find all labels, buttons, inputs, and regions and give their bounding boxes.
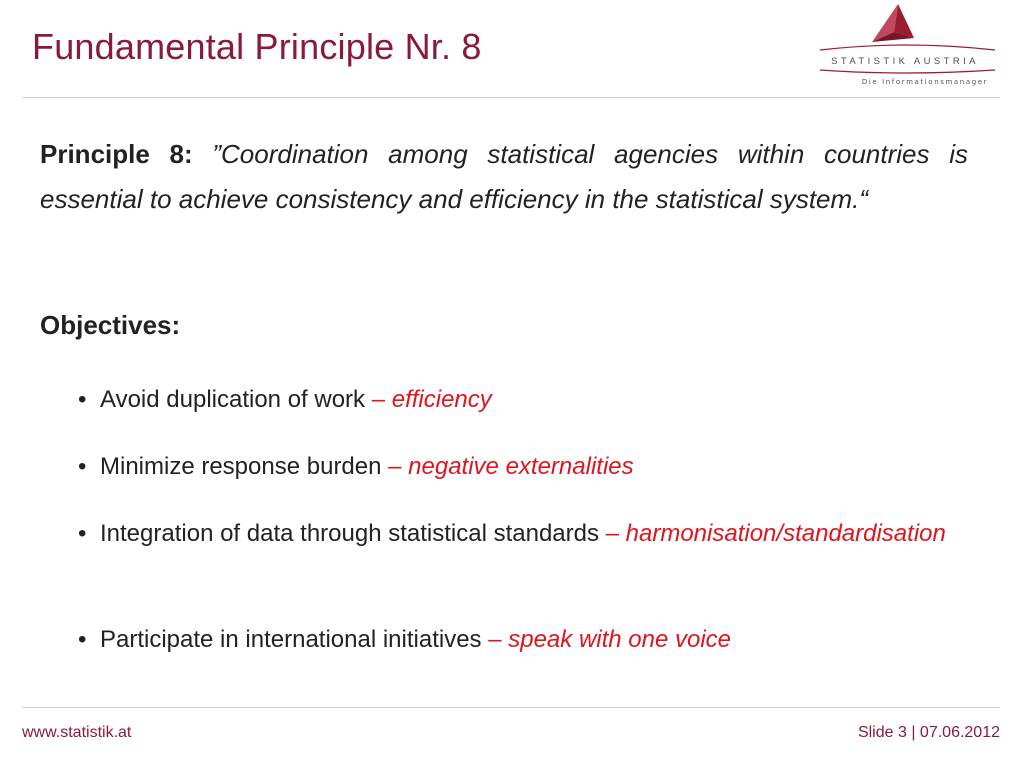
objective-text: Minimize response burden (100, 453, 389, 480)
footer-slide-info: Slide 3 | 07.06.2012 (857, 724, 1000, 741)
statistik-austria-logo (810, 2, 1000, 92)
principle-label: Principle 8: (40, 139, 193, 169)
list-item (78, 620, 980, 660)
objective-dash: – (371, 386, 392, 413)
logo-name: STATISTIK AUSTRIA (831, 56, 979, 67)
footer-divider (22, 707, 1000, 708)
header-divider (22, 97, 1000, 98)
logo-tagline: Die Informationsmanager (861, 78, 989, 86)
objective-dash: – (488, 626, 509, 653)
objective-dash: – (605, 520, 626, 547)
objective-highlight: harmonisation/standardisation (625, 520, 946, 547)
bullet-icon: • (78, 453, 87, 480)
principle-statement (40, 132, 968, 222)
objective-highlight: negative externalities (408, 453, 634, 480)
objective-highlight: efficiency (391, 386, 492, 413)
list-item (78, 380, 980, 420)
objective-text: Avoid duplication of work (100, 386, 372, 413)
bullet-icon: • (78, 520, 87, 547)
bullet-icon: • (78, 626, 87, 653)
objectives-heading: Objectives: (40, 310, 181, 340)
principle-quote: ”Coordination among statistical agencies within countries is essential to achieve consistency and efficiency in the statistical system.“ (40, 139, 968, 214)
slide-title: Fundamental Principle Nr. 8 (32, 26, 482, 67)
objective-text: Integration of data through statistical standards (100, 520, 606, 547)
list-item (78, 447, 980, 487)
objective-text: Participate in international initiatives (100, 626, 489, 653)
footer-website-link[interactable]: www.statistik.at (22, 724, 132, 741)
bullet-icon: • (78, 386, 87, 413)
objective-dash: – (388, 453, 409, 480)
objective-highlight: speak with one voice (508, 626, 732, 653)
list-item (78, 514, 980, 554)
